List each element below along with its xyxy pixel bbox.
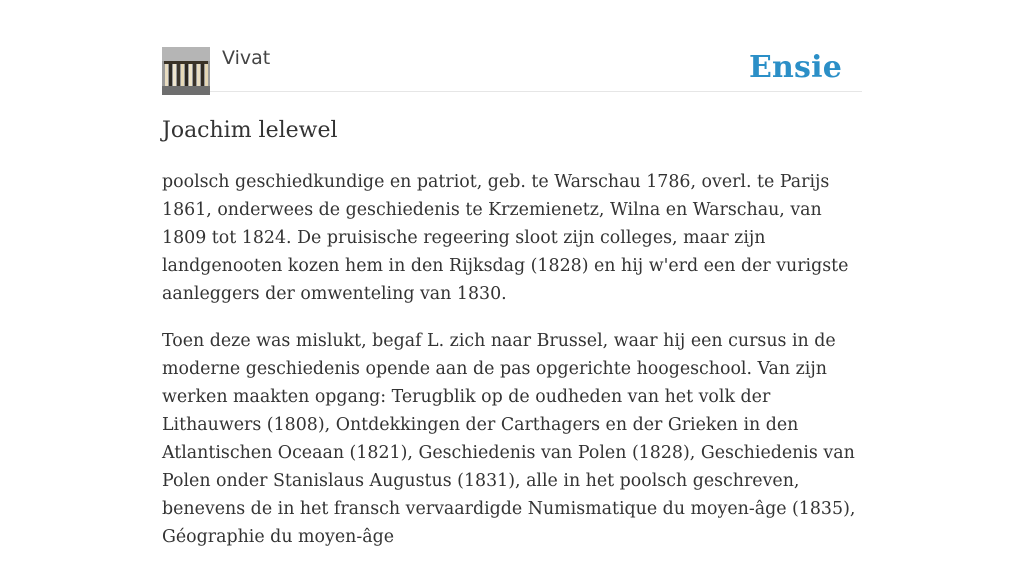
- brand-logo[interactable]: Ensie: [748, 50, 842, 85]
- page-container: [162, 0, 862, 547]
- bookshelf-avatar-icon[interactable]: [162, 47, 210, 95]
- article-title: Joachim lelewel: [162, 118, 338, 143]
- header: [162, 0, 862, 92]
- article-paragraph: poolsch geschiedkundige en patriot, geb. te Warschau 1786, overl. te Parijs 1861, onderwees de geschiedenis te Krzemienetz, Wilna en Warschau, van 1809 tot 1824. De pruisische regeering sloot zijn colleges, maar zijn landgenooten kozen hem in den Rijksdag (1828) en hij w'erd een der vurigste aanleggers der omwenteling van 1830.: [162, 172, 849, 304]
- article-body: [162, 168, 862, 570]
- source-name[interactable]: Vivat: [222, 47, 271, 69]
- article-paragraph: Toen deze was mislukt, begaf L. zich naar Brussel, waar hij een cursus in de moderne geschiedenis opende aan de pas opgerichte hoogeschool. Van zijn werken maakten opgang: Terugblik op de oudheden van het volk der Lithauwers (1808), Ontdekkingen der Carthagers en der Grieken in den Atlantischen Oceaan (1821), Geschiedenis van Polen (1828), Geschiedenis van Polen onder Stanislaus Augustus (1831), alle in het poolsch geschreven, benevens de in het fransch vervaardigde Numismatique du moyen-âge (1835), Géographie du moyen-âge: [162, 331, 856, 547]
